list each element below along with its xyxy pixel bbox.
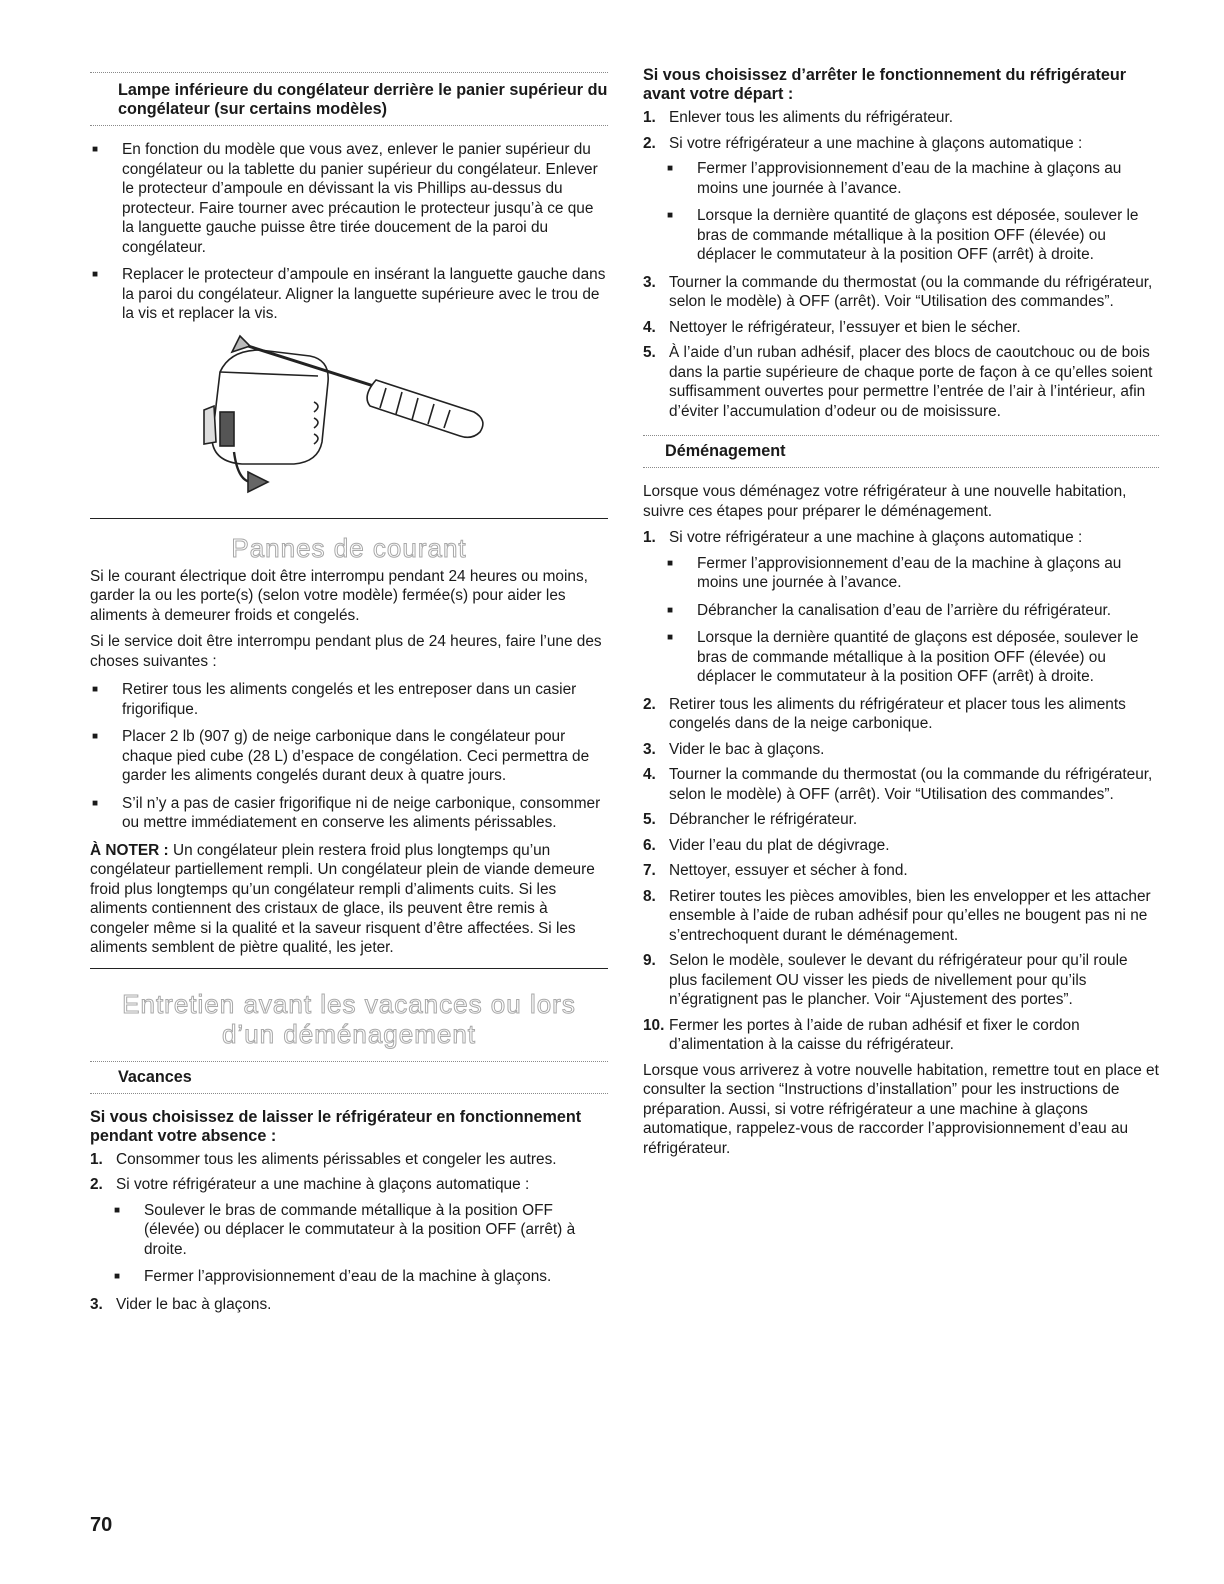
bullet-icon: ■ (667, 557, 674, 569)
list-item: ■ Retirer tous les aliments congelés et les entreposer dans un casier frigorifique. (92, 681, 577, 718)
right-column (643, 66, 1159, 1165)
numbered-step: 9. Selon le modèle, soulever le devant du réfrigérateur pour qu’il roule plus facilement OU visser les pieds de nivellement pour qu’ils n’égratignent pas le plancher. Voir “Ajustement des portes”. (643, 952, 1128, 1008)
bullet-icon: ■ (114, 1271, 121, 1282)
list-item: ■ Lorsque la dernière quantité de glaçons est déposée, soulever le bras de commande métallique à la position OFF (élevée) ou déplacer le commutateur à la position OFF (arrêt) à droite. (667, 207, 1139, 263)
paragraph: Si le courant électrique doit être interrompu pendant 24 heures ou moins, garder la ou les porte(s) (selon votre modèle) fermée(s) pour aider les aliments à demeurer froids et congelés. (90, 567, 588, 624)
bullet-icon: ■ (92, 144, 99, 155)
section-title: Pannes de courant (231, 532, 467, 563)
bullet-icon: ■ (667, 632, 674, 643)
bullet-icon: ■ (92, 269, 99, 280)
bullet-icon: ■ (92, 797, 99, 809)
numbered-step: 8. Retirer toutes les pièces amovibles, bien les envelopper et les attacher ensemble à l’aide de ruban adhésif pour qu’elles ne bougent pas ni ne s’entrechoquent durant le déménagement. (643, 887, 1151, 944)
numbered-step: 7. Nettoyer, essuyer et sécher à fond. (643, 862, 908, 879)
numbered-step: 1. Si votre réfrigérateur a une machine à glaçons automatique : (643, 529, 1083, 546)
list-item: ■ En fonction du modèle que vous avez, enlever le panier supérieur du congélateur ou la tablette du panier supérieur du congélateur. Enlever le protecteur d’ampoule en dévissant la vis Phillips au-dessus du protecteur. Faire tourner avec précaution le protecteur jusqu’à ce que la languette gauche puisse être tirée doucement de la paroi du congélateur. (92, 141, 598, 256)
stop-heading: Si vous choisissez d’arrêter le fonctionnement du réfrigérateur avant votre départ : (643, 66, 1127, 103)
vacances-heading: Vacances (118, 1067, 192, 1086)
numbered-step: 1. Consommer tous les aliments périssables et congeler les autres. (90, 1150, 557, 1168)
list-item: ■ Fermer l’approvisionnement d’eau de la machine à glaçons au moins une journée à l’avance. (667, 554, 1122, 591)
bulb-cover-illustration (190, 332, 490, 504)
list-item: ■ Replacer le protecteur d’ampoule en insérant la languette gauche dans la paroi du congélateur. Aligner la languette supérieure avec le trou de la vis et replacer la vis. (92, 266, 606, 322)
lamp-heading: Lampe inférieure du congélateur derrière le panier supérieur du congélateur (sur certains modèles) (118, 81, 608, 118)
bullet-icon: ■ (667, 210, 674, 221)
section-title: d’un déménagement (221, 1018, 477, 1049)
numbered-step: 2. Retirer tous les aliments du réfrigérateur et placer tous les aliments congelés dans de la neige carbonique. (643, 695, 1126, 732)
note-label: À NOTER : (90, 841, 169, 859)
bullet-icon: ■ (114, 1204, 121, 1216)
numbered-step: 10. Fermer les portes à l’aide de ruban adhésif et fixer le cordon d’alimentation à la caisse du réfrigérateur. (643, 1016, 1080, 1053)
numbered-step: 5. Débrancher le réfrigérateur. (643, 811, 858, 828)
list-item: ■ Débrancher la canalisation d’eau de l’arrière du réfrigérateur. (667, 601, 1112, 619)
leave-heading: Si vous choisissez de laisser le réfrigérateur en fonctionnement pendant votre absence : (90, 1107, 582, 1145)
divider (90, 125, 608, 126)
note-paragraph: À NOTER : Un congélateur plein restera froid plus longtemps qu’un congélateur partiellement rempli. Un congélateur plein de viande demeure froid plus longtemps qu’un congélateur rempli d’aliments cuits. Si les aliments contiennent des cristaux de glace, ils peuvent être remis à congeler même si la qualité et la saveur risquent d’être affectées. Si les aliments semblent de piètre qualité, les jeter. (90, 841, 595, 956)
list-item: ■ Fermer l’approvisionnement d’eau de la machine à glaçons au moins une journée à l’avance. (667, 160, 1122, 197)
bullet-icon: ■ (667, 604, 674, 616)
paragraph: Lorsque vous déménagez votre réfrigérateur à une nouvelle habitation, suivre ces étapes pour préparer le déménagement. (643, 483, 1127, 520)
section-rule (90, 518, 608, 519)
section-title: Entretien avant les vacances ou lors (122, 988, 576, 1019)
bullet-icon: ■ (92, 684, 99, 695)
numbered-step: 6. Vider l’eau du plat de dégivrage. (643, 836, 890, 854)
list-item: ■ S’il n’y a pas de casier frigorifique ni de neige carbonique, consommer ou mettre immédiatement en conserve les aliments périssables. (92, 794, 601, 831)
paragraph: Si le service doit être interrompu pendant plus de 24 heures, faire l’une des choses suivantes : (90, 633, 602, 670)
numbered-step: 2. Si votre réfrigérateur a une machine à glaçons automatique : (90, 1176, 530, 1193)
numbered-step: 1. Enlever tous les aliments du réfrigérateur. (643, 109, 954, 126)
list-item: ■ Lorsque la dernière quantité de glaçons est déposée, soulever le bras de commande métallique à la position OFF (élevée) ou déplacer le commutateur à la position OFF (arrêt) à droite. (667, 629, 1139, 685)
numbered-step: 4. Tourner la commande du thermostat (ou la commande du réfrigérateur, selon le modèle) à OFF (arrêt). Voir “Utilisation des commandes”. (643, 766, 1153, 803)
left-column (90, 72, 608, 1320)
section-rule (90, 968, 608, 969)
numbered-step: 2. Si votre réfrigérateur a une machine à glaçons automatique : (643, 134, 1083, 152)
numbered-step: 3. Tourner la commande du thermostat (ou la commande du réfrigérateur, selon le modèle) à OFF (arrêt). Voir “Utilisation des commandes”. (643, 273, 1153, 310)
numbered-step: 4. Nettoyer le réfrigérateur, l’essuyer et bien le sécher. (643, 318, 1021, 336)
move-heading: Déménagement (665, 442, 786, 460)
list-item: ■ Placer 2 lb (907 g) de neige carbonique dans le congélateur pour chaque pied cube (28 L) d’espace de congélation. Ceci permettra de garder les aliments congelés durant deux à quatre jours. (92, 728, 590, 784)
bullet-icon: ■ (667, 163, 674, 174)
divider (90, 1093, 608, 1094)
divider (643, 467, 1159, 468)
bullet-icon: ■ (92, 731, 99, 742)
paragraph: Lorsque vous arriverez à votre nouvelle habitation, remettre tout en place et consulter la section “Instructions d’installation” pour les instructions de préparation. Aussi, si votre réfrigérateur a une machine à glaçons automatique, rappelez-vous de raccorder l’approvisionnement d’eau au réfrigérateur. (643, 1061, 1159, 1157)
numbered-step: 3. Vider le bac à glaçons. (643, 740, 825, 758)
numbered-step: 3. Vider le bac à glaçons. (90, 1295, 272, 1313)
list-item: ■ Soulever le bras de commande métallique à la position OFF (élevée) ou déplacer le commutateur à la position OFF (arrêt) à droite. (114, 1201, 576, 1258)
numbered-step: 5. À l’aide d’un ruban adhésif, placer des blocs de caoutchouc ou de bois dans la partie supérieure de chaque porte de façon à ce qu’elles soient suffisamment ouvertes pour permettre l’entrée de l’air à l’intérieur, afin d’éviter l’accumulation d’odeur ou de moisissure. (643, 344, 1153, 420)
page-number: 70 (90, 1514, 113, 1536)
list-item: ■ Fermer l’approvisionnement d’eau de la machine à glaçons. (114, 1268, 552, 1285)
